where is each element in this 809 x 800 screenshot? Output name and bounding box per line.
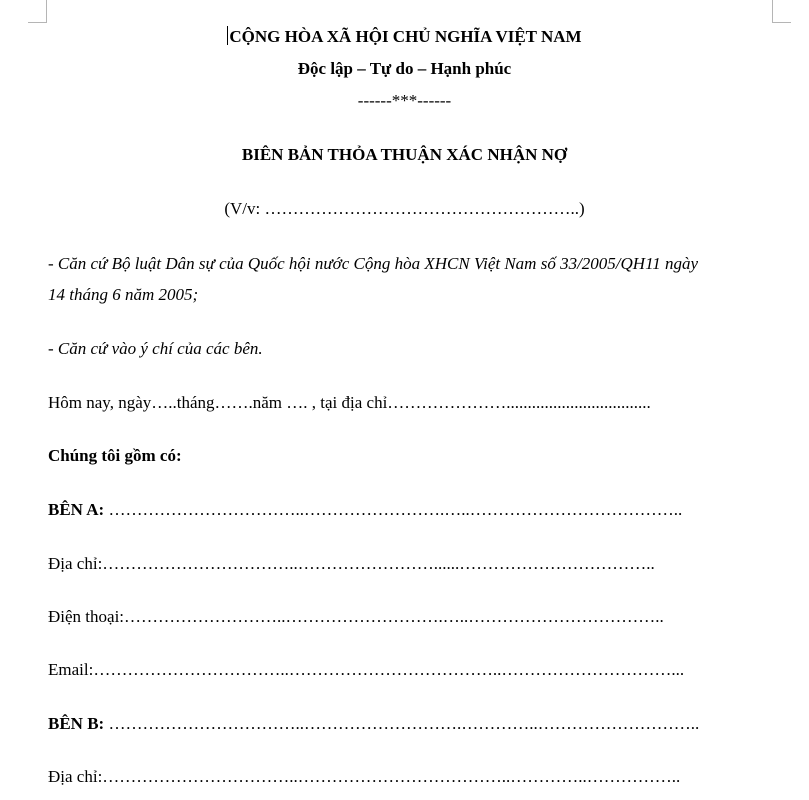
legal-basis-line-1: - Căn cứ Bộ luật Dân sự của Quốc hội nước Cộng hòa XHCN Việt Nam số 33/2005/QH11 ngày <box>48 254 699 273</box>
document-title: BIÊN BẢN THỎA THUẬN XÁC NHẬN NỢ <box>241 145 568 164</box>
page-corner-mark-left <box>28 0 47 23</box>
party-a-phone-line: Điện thoại:………………………..……………………….…..…………………………….. <box>48 607 664 626</box>
party-b-name-line <box>48 714 699 734</box>
parties-intro: Chúng tôi gồm có: <box>48 446 182 465</box>
page-corner-mark-right <box>772 0 791 23</box>
party-a-address-line: Địa chỉ:……………………………..……………………......…………………………….. <box>48 554 655 573</box>
party-b-name-dots: ……………………………..……………………….…………..……………………….. <box>104 714 700 733</box>
date-location-line: Hôm nay, ngày…..tháng…….năm …. , tại địa chỉ………………….................................. <box>48 393 651 412</box>
national-motto: Độc lập – Tự do – Hạnh phúc <box>297 59 512 78</box>
national-title-line[interactable] <box>0 26 809 47</box>
will-basis-line: - Căn cứ vào ý chí của các bên. <box>48 339 263 358</box>
legal-basis-line-2: 14 tháng 6 năm 2005; <box>48 285 199 304</box>
party-a-label: BÊN A: <box>48 500 105 519</box>
party-b-label: BÊN B: <box>48 714 105 733</box>
national-title: CỘNG HÒA XÃ HỘI CHỦ NGHĨA VIỆT NAM <box>229 27 582 46</box>
party-a-email-line: Email:……………………………..………………………………..…………………………... <box>48 660 685 679</box>
party-b-address-line: Địa chỉ:……………………………..………………………………..…………..…………….. <box>48 767 681 786</box>
subject-line: (V/v: ………………………………………………..) <box>224 199 585 218</box>
header-divider: ------***------ <box>357 91 452 110</box>
party-a-name-dots: ……………………………..…………………….…..……………………………….. <box>104 500 683 519</box>
party-a-name-line <box>48 500 682 520</box>
